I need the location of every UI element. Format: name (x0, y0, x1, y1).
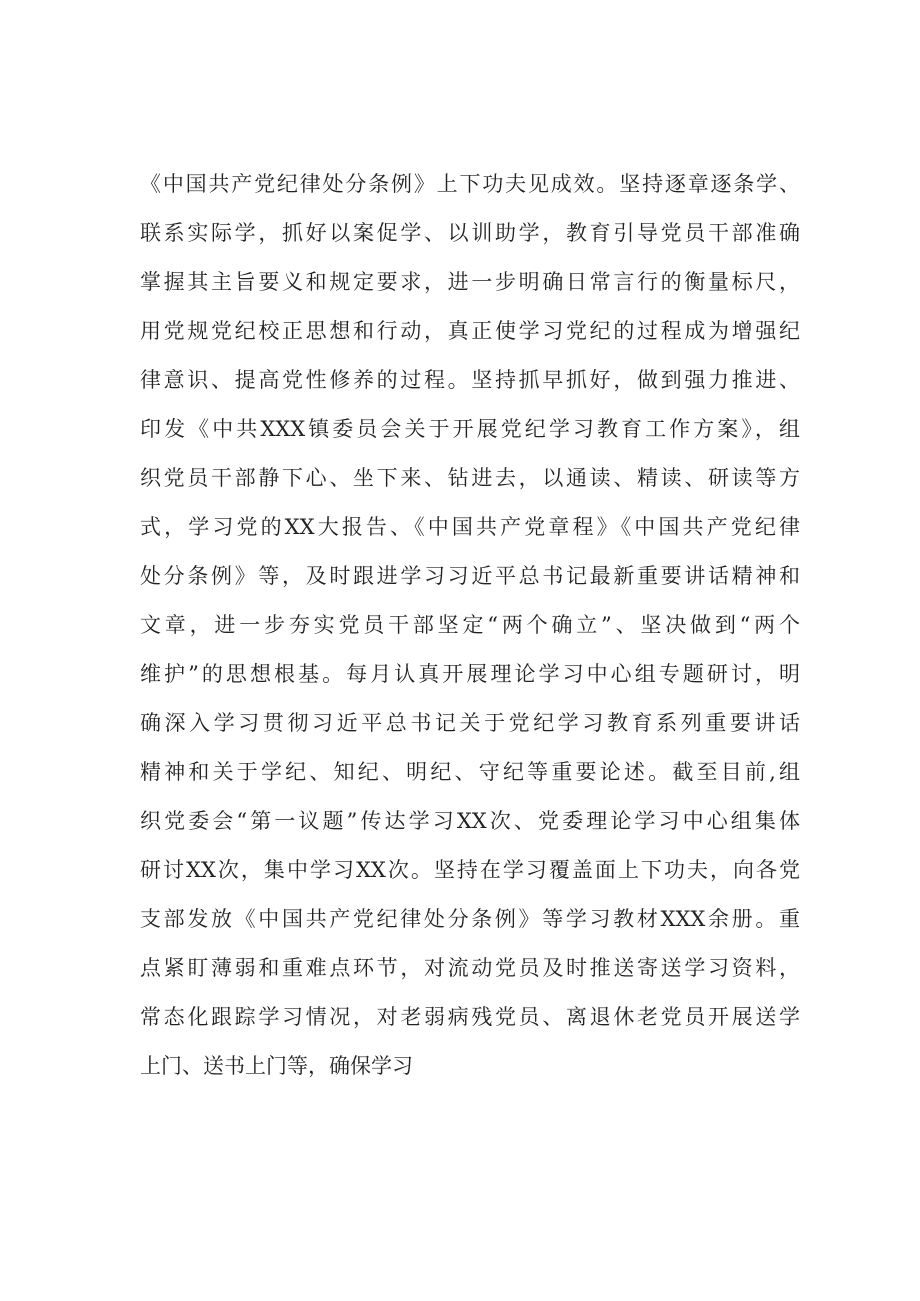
paragraph-line-17: 点紧盯薄弱和重难点环节，对流动党员及时推送寄送学习资料， (140, 956, 800, 980)
paragraph-line-8: 式，学习党的XX大报告、《中国共产党章程》《中国共产党纪律 (140, 515, 800, 539)
paragraph-line-18: 常态化跟踪学习情况，对老弱病残党员、离退休老党员开展送学 (140, 1005, 800, 1029)
paragraph-line-6: 印发《中共XXX镇委员会关于开展党纪学习教育工作方案》，组 (140, 417, 800, 441)
paragraph-line-13: 精神和关于学纪、知纪、明纪、守纪等重要论述。截至目前,组 (140, 760, 800, 784)
paragraph-line-9: 处分条例》等，及时跟进学习习近平总书记最新重要讲话精神和 (140, 564, 800, 588)
paragraph-line-15: 研讨XX次，集中学习XX次。坚持在学习覆盖面上下功夫，向各党 (140, 858, 800, 882)
paragraph-line-12: 确深入学习贯彻习近平总书记关于党纪学习教育系列重要讲话 (140, 711, 800, 735)
paragraph-line-5: 律意识、提高党性修养的过程。坚持抓早抓好，做到强力推进、 (140, 368, 800, 392)
paragraph-line-1: 《中国共产党纪律处分条例》上下功夫见成效。坚持逐章逐条学、 (140, 172, 800, 196)
paragraph-line-19: 上门、送书上门等，确保学习 (140, 1054, 413, 1078)
paragraph-line-4: 用党规党纪校正思想和行动，真正使学习党纪的过程成为增强纪 (140, 319, 800, 343)
paragraph-line-16: 支部发放《中国共产党纪律处分条例》等学习教材XXX余册。重 (140, 907, 800, 931)
paragraph-line-2: 联系实际学，抓好以案促学、以训助学，教育引导党员干部准确 (140, 221, 800, 245)
paragraph-line-3: 掌握其主旨要义和规定要求，进一步明确日常言行的衡量标尺， (140, 270, 800, 294)
body-paragraph (140, 160, 800, 1091)
paragraph-line-10: 文章，进一步夯实党员干部坚定“两个确立”、坚决做到“两个 (140, 613, 800, 637)
paragraph-line-11: 维护”的思想根基。每月认真开展理论学习中心组专题研讨，明 (140, 662, 800, 686)
paragraph-line-7: 织党员干部静下心、坐下来、钻进去，以通读、精读、研读等方 (140, 466, 800, 490)
paragraph-line-14: 织党委会“第一议题”传达学习XX次、党委理论学习中心组集体 (140, 809, 800, 833)
